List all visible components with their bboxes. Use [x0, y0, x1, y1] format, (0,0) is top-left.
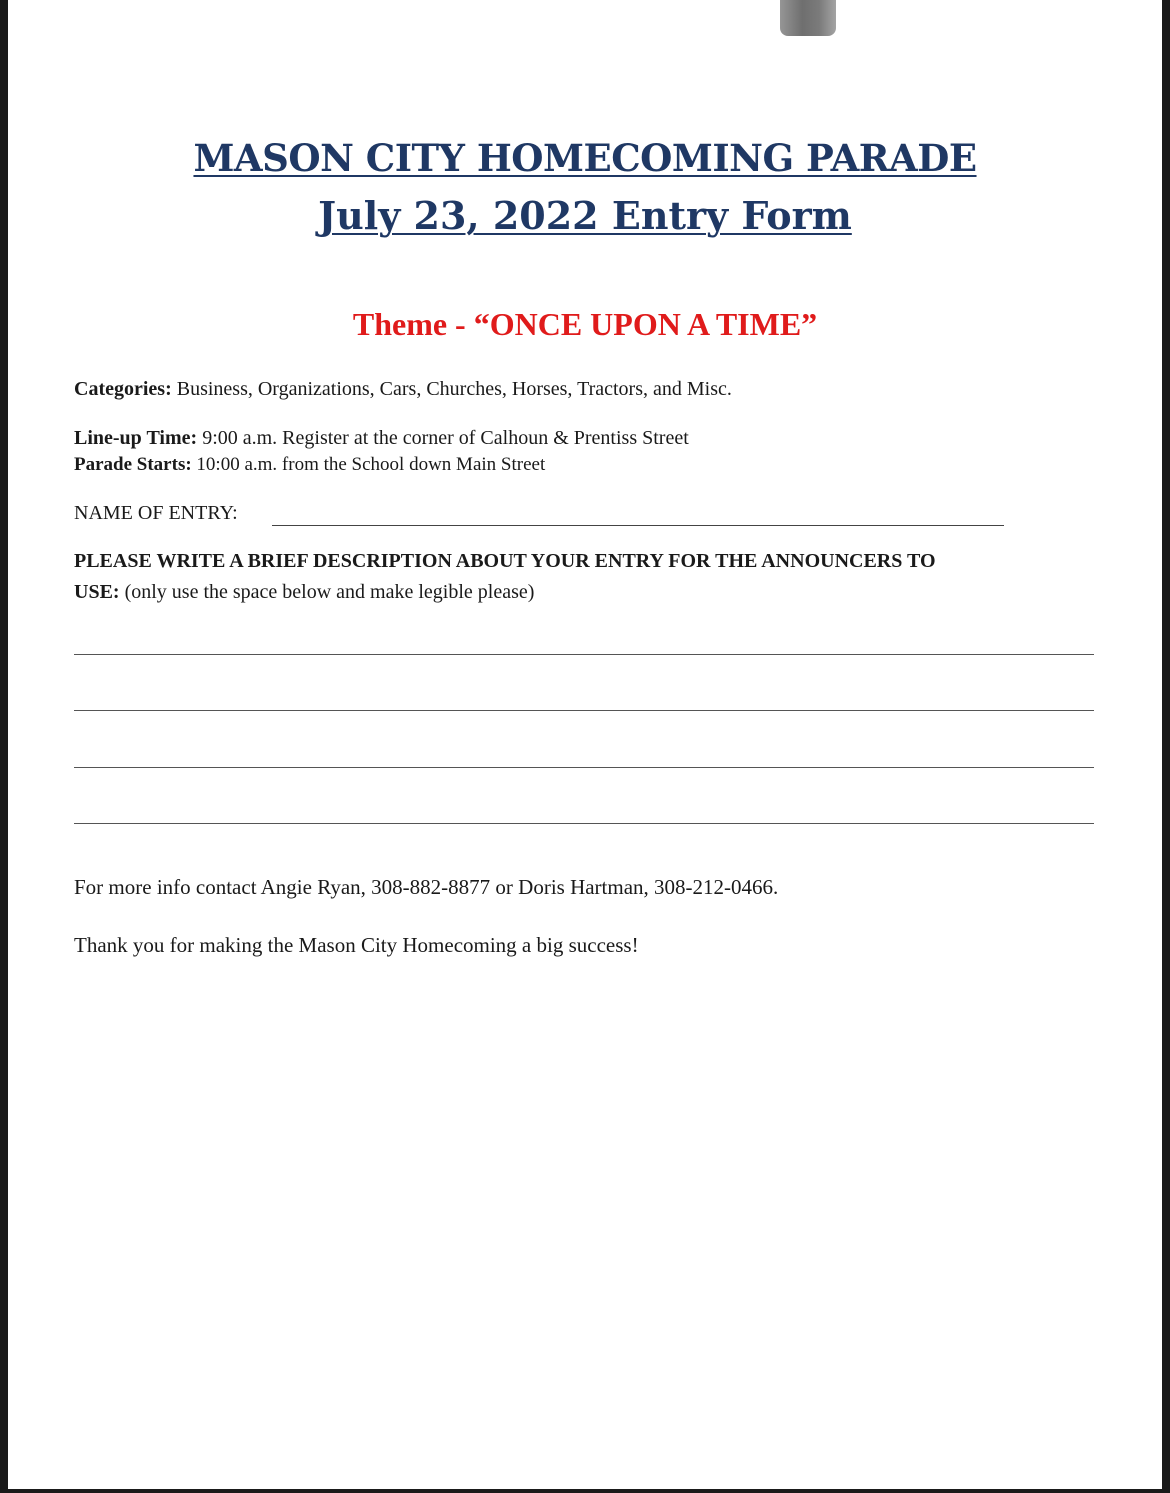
parade-starts-value: 10:00 a.m. from the School down Main Street [191, 454, 546, 475]
name-of-entry-label: NAME OF ENTRY: [74, 502, 238, 524]
categories-value: Business, Organizations, Cars, Churches, Horses, Tractors, and Misc. [171, 378, 732, 400]
parade-starts-label: Parade Starts: [74, 454, 192, 475]
binder-clip-shadow [780, 0, 836, 36]
theme-text: Theme - “ONCE UPON A TIME” [352, 306, 818, 342]
lineup-line [74, 427, 689, 450]
description-line-3[interactable] [74, 767, 1094, 768]
description-prompt-continued [74, 581, 534, 604]
description-use-value: (only use the space below and make legible please) [119, 581, 535, 603]
description-use-label: USE: [74, 581, 120, 603]
description-line-4[interactable] [74, 823, 1094, 824]
contact-info: For more info contact Angie Ryan, 308-882-8877 or Doris Hartman, 308-212-0466. [74, 875, 779, 899]
description-line-1[interactable] [74, 654, 1094, 655]
description-line-2[interactable] [74, 710, 1094, 711]
document-page [8, 0, 1162, 1489]
description-prompt: PLEASE WRITE A BRIEF DESCRIPTION ABOUT YOUR ENTRY FOR THE ANNOUNCERS TO [74, 550, 936, 572]
form-title: MASON CITY HOMECOMING PARADE [193, 136, 977, 180]
lineup-value: 9:00 a.m. Register at the corner of Calhoun & Prentiss Street [197, 427, 689, 449]
form-subtitle: July 23, 2022 Entry Form [318, 193, 852, 238]
parade-starts-line [74, 454, 545, 476]
lineup-label: Line-up Time: [74, 427, 198, 449]
thank-you-note: Thank you for making the Mason City Homecoming a big success! [74, 933, 639, 957]
categories-line [74, 378, 732, 401]
categories-label: Categories: [74, 378, 172, 400]
name-of-entry-field[interactable] [272, 525, 1004, 526]
